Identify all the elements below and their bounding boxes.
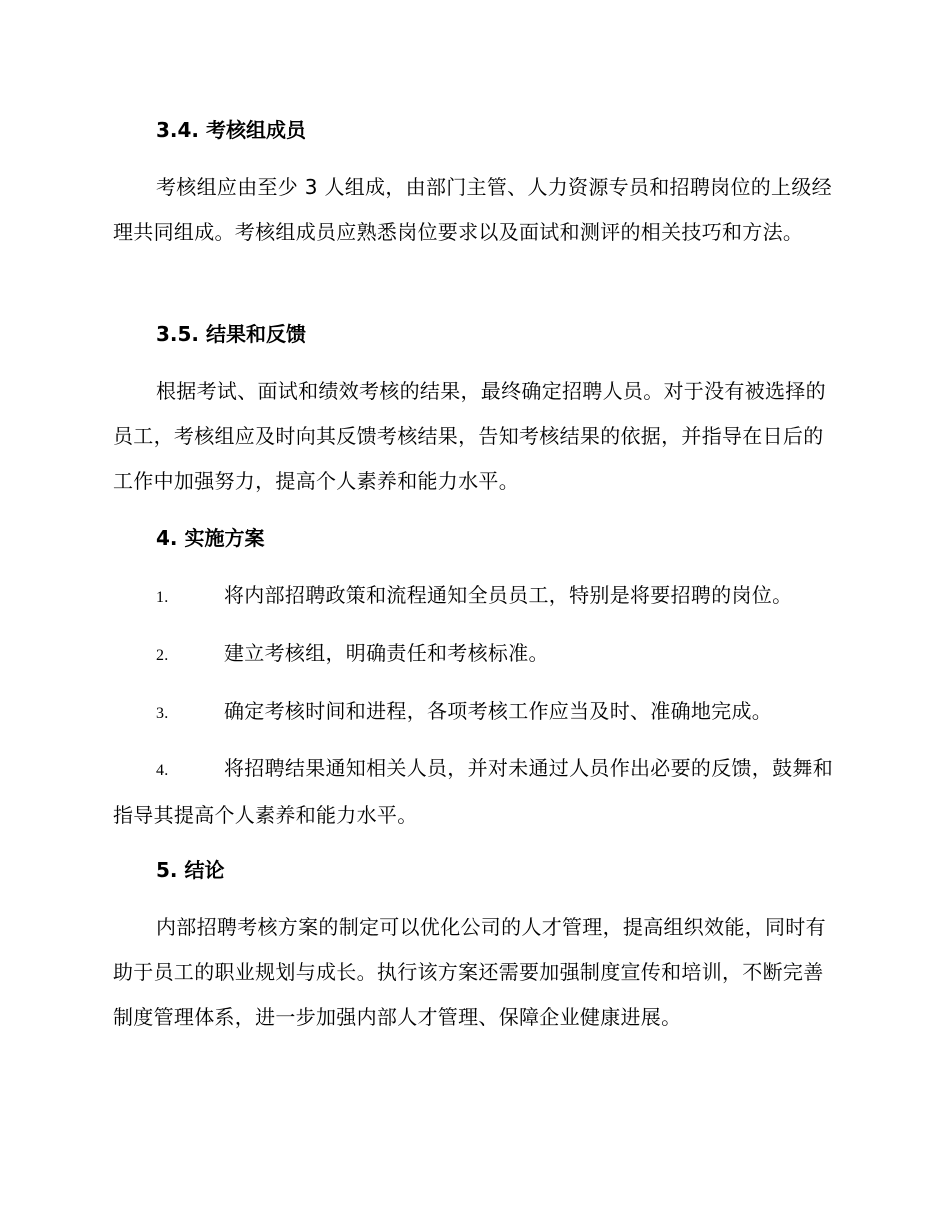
list-item-text: 确定考核时间和进程，各项考核工作应当及时、准确地完成。 <box>224 699 773 723</box>
list-item-number: 1. <box>156 589 169 606</box>
list-item <box>113 573 837 620</box>
list-item <box>113 631 837 678</box>
list-item <box>113 746 837 838</box>
list-item-number: 2. <box>156 647 169 664</box>
section-heading-3-4: 3.4. 考核组成员 <box>156 118 306 142</box>
section-body-3-5: 根据考试、面试和绩效考核的结果，最终确定招聘人员。对于没有被选择的员工，考核组应及时向其反馈考核结果，告知考核结果的依据，并指导在日后的工作中加强努力，提高个人素养和能力水平。 <box>113 379 826 493</box>
list-item-number: 4. <box>156 762 169 779</box>
list-item-number: 3. <box>156 705 169 722</box>
list-item <box>113 689 837 736</box>
list-item-text: 将招聘结果通知相关人员，并对未通过人员作出必要的反馈，鼓舞和指导其提高个人素养和能力水平。 <box>113 756 833 827</box>
section-heading-5: 5. 结论 <box>156 858 225 882</box>
list-item-text: 建立考核组，明确责任和考核标准。 <box>224 641 549 665</box>
section-body-3-4: 考核组应由至少 3 人组成，由部门主管、人力资源专员和招聘岗位的上级经理共同组成。考核组成员应熟悉岗位要求以及面试和测评的相关技巧和方法。 <box>113 175 832 244</box>
section-heading-4: 4. 实施方案 <box>156 526 265 550</box>
section-heading-3-5: 3.5. 结果和反馈 <box>156 322 306 346</box>
section-body-5: 内部招聘考核方案的制定可以优化公司的人才管理，提高组织效能，同时有助于员工的职业规划与成长。执行该方案还需要加强制度宣传和培训，不断完善制度管理体系，进一步加强内部人才管理、保障企业健康进展。 <box>113 915 826 1029</box>
list-item-text: 将内部招聘政策和流程通知全员员工，特别是将要招聘的岗位。 <box>224 583 793 607</box>
